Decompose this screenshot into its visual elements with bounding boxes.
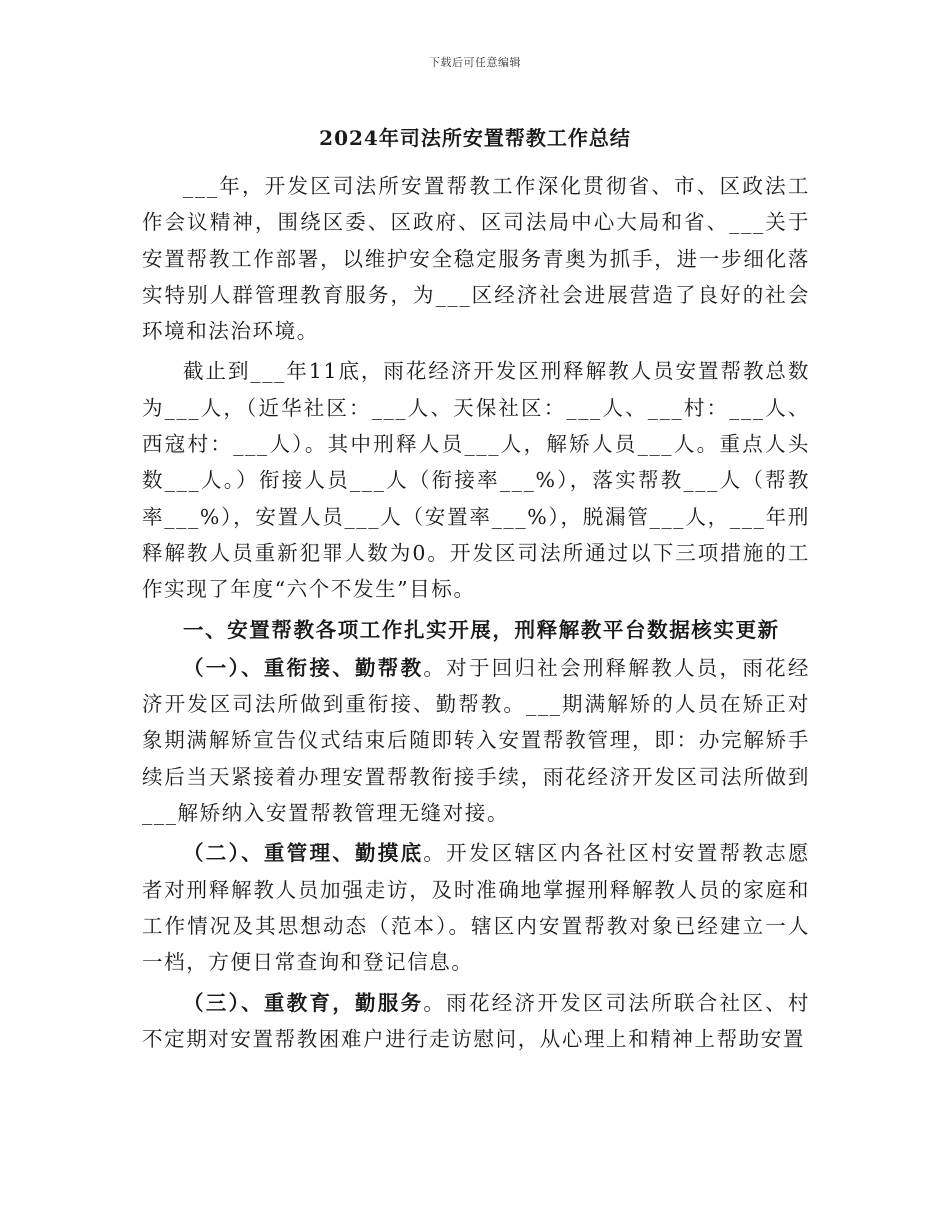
section-heading: 一、安置帮教各项工作扎实开展，刑释解教平台数据核实更新 xyxy=(183,617,780,642)
subsection-2-text: 。开发区辖区内各社区村安置帮教志愿者对刑释解教人员加强走访，及时准确地掌握刑释解教人员的家庭和工作情况及其思想动态（范本）。辖区内安置帮教对象已经建立一人一档，方便日常查询和登记信息。 xyxy=(142,841,810,975)
subsection-2-heading: （二）、重管理、勤摸底 xyxy=(183,841,424,866)
header-note: 下载后可任意编辑 xyxy=(429,56,521,69)
subsection-3 xyxy=(142,985,810,1058)
paragraph-intro: ___年，开发区司法所安置帮教工作深化贯彻省、市、区政法工作会议精神，围绕区委、区政府、区司法局中心大局和省、___关于安置帮教工作部署，以维护安全稳定服务青奥为抓手，进一步细化落实特别人群管理教育服务，为___区经济社会进展营造了良好的社会环境和法治环境。 xyxy=(142,174,810,344)
subsection-1-text: 。对于回归社会刑释解教人员，雨花经济开发区司法所做到重衔接、勤帮教。___期满解矫的人员在矫正对象期满解矫宣告仪式结束后随即转入安置帮教管理，即：办完解矫手续后当天紧接着办理安置帮教衔接手续，雨花经济开发区司法所做到___解矫纳入安置帮教管理无缝对接。 xyxy=(142,655,810,826)
subsection-1-heading: （一）、重衔接、勤帮教 xyxy=(183,655,424,680)
document-title: 2024年司法所安置帮教工作总结 xyxy=(319,126,631,150)
subsection-3-text: 。雨花经济开发区司法所联合社区、村不定期对安置帮教困难户进行走访慰问，从心理上和精神上帮助安置 xyxy=(142,990,810,1051)
paragraph-statistics: 截止到___年11底，雨花经济开发区刑释解教人员安置帮教总数为___人，（近华社区：___人、天保社区：___人、___村：___人、西寇村：___人）。其中刑释人员___人，解矫人员___人。重点人头数___人。）衔接人员___人（衔接率___%），落实帮教___人（帮教率___%），安置人员___人（安置率___%），脱漏管___人，___年刑释解教人员重新犯罪人数为0。开发区司法所通过以下三项措施的工作实现了年度“六个不发生”目标。 xyxy=(142,359,810,602)
subsection-3-heading: （三）、重教育，勤服务 xyxy=(183,990,424,1015)
subsection-1 xyxy=(142,650,810,831)
document-body xyxy=(142,168,810,1061)
subsection-2 xyxy=(142,835,810,980)
